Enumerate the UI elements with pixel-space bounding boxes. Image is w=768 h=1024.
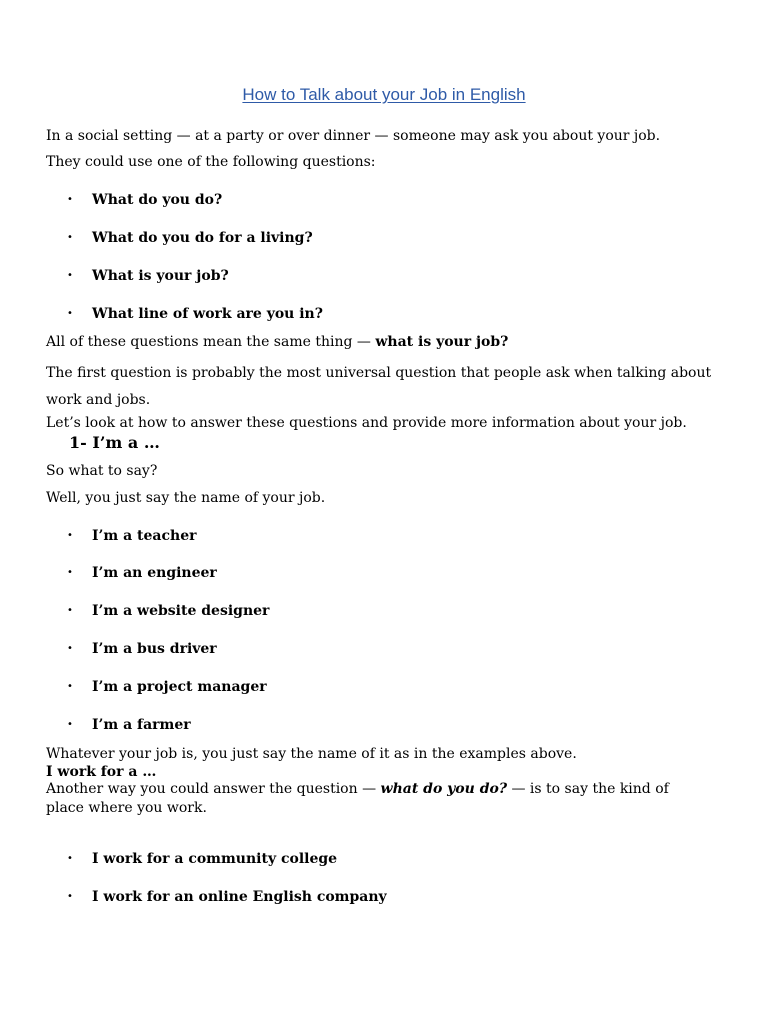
question-text: What line of work are you in?	[92, 306, 323, 322]
example-text: I’m a farmer	[92, 717, 191, 733]
bullet-icon: •	[67, 308, 73, 319]
section-number: 1-	[69, 433, 87, 452]
list-item	[67, 889, 387, 905]
section-heading-1	[69, 433, 160, 452]
list-item	[67, 565, 217, 581]
bullet-icon: •	[67, 194, 73, 205]
bullet-icon: •	[67, 530, 73, 541]
bullet-icon: •	[67, 567, 73, 578]
example-text: I’m a bus driver	[92, 641, 217, 657]
same-thing-prefix: All of these questions mean the same thing —	[46, 334, 376, 350]
bullet-icon: •	[67, 719, 73, 730]
so-what-line: So what to say?	[46, 463, 158, 479]
another-way-paragraph	[46, 780, 706, 818]
bullet-icon: •	[67, 232, 73, 243]
same-thing-line	[46, 334, 508, 350]
page-title: How to Talk about your Job in English	[242, 85, 526, 104]
same-thing-emphasis: what is your job?	[375, 334, 509, 350]
list-item	[67, 268, 229, 284]
well-line: Well, you just say the name of your job.	[46, 490, 326, 506]
section-heading-2: I work for a …	[46, 764, 157, 780]
another-way-prefix: Another way you could answer the question —	[46, 781, 381, 797]
universal-paragraph: The first question is probably the most universal question that people ask when talking about work and jobs.	[46, 365, 712, 408]
list-item	[67, 230, 313, 246]
example-text: I’m a teacher	[92, 528, 197, 544]
question-text: What do you do for a living?	[92, 230, 313, 246]
section-heading-text: I’m a …	[92, 433, 160, 452]
bullet-icon: •	[67, 891, 73, 902]
list-item	[67, 717, 191, 733]
example-text: I’m a project manager	[92, 679, 267, 695]
list-item	[67, 528, 197, 544]
question-text: What do you do?	[92, 192, 223, 208]
list-item	[67, 603, 269, 619]
another-way-emphasis: what do you do?	[380, 781, 508, 797]
intro-line-1: In a social setting — at a party or over dinner — someone may ask you about your job.	[46, 128, 661, 144]
bullet-icon: •	[67, 853, 73, 864]
bullet-icon: •	[67, 270, 73, 281]
bullet-icon: •	[67, 605, 73, 616]
example-text: I work for an online English company	[92, 889, 387, 905]
another-way-suffix: — is to say the kind of place where you work.	[46, 781, 669, 816]
example-text: I work for a community college	[92, 851, 338, 867]
example-text: I’m a website designer	[92, 603, 270, 619]
list-item	[67, 306, 323, 322]
list-item	[67, 192, 222, 208]
list-item	[67, 679, 267, 695]
bullet-icon: •	[67, 681, 73, 692]
example-text: I’m an engineer	[92, 565, 217, 581]
lets-look-line: Let’s look at how to answer these questions and provide more information about your job.	[46, 415, 687, 431]
list-item	[67, 851, 337, 867]
question-text: What is your job?	[92, 268, 229, 284]
list-item	[67, 641, 217, 657]
whatever-line: Whatever your job is, you just say the name of it as in the examples above.	[46, 746, 577, 762]
bullet-icon: •	[67, 643, 73, 654]
intro-line-2: They could use one of the following questions:	[46, 154, 376, 170]
